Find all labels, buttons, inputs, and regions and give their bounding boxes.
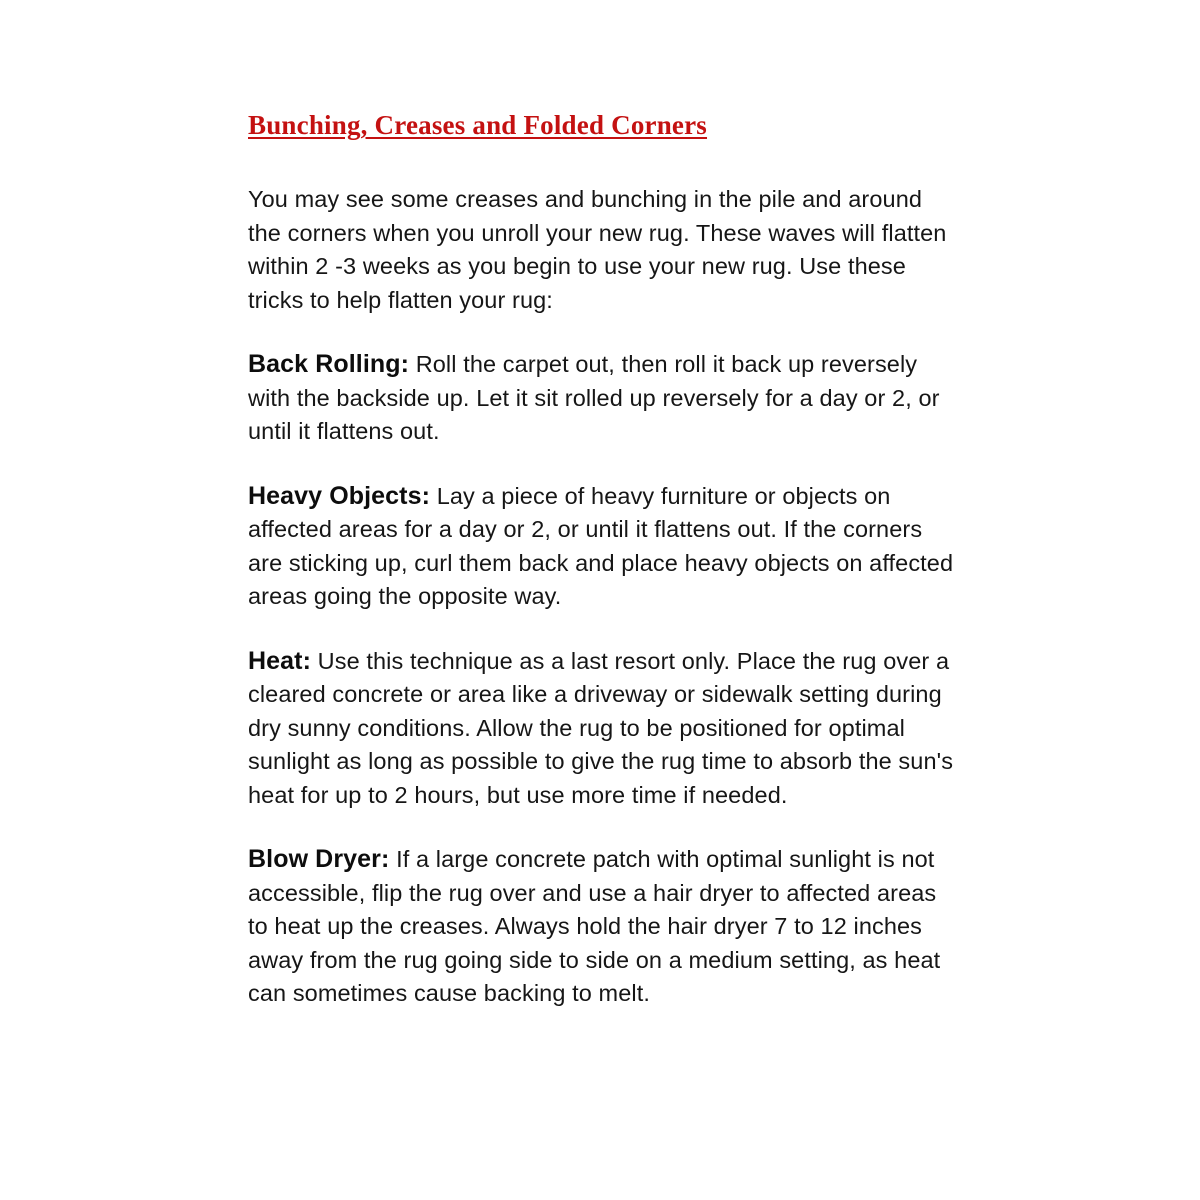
section-label-heat: Heat:: [248, 646, 312, 675]
intro-paragraph: You may see some creases and bunching in the pile and around the corners when you unroll your new rug. These waves will flatten within 2 -3 weeks as you begin to use your new rug. Use these tricks to help flatten your rug:: [248, 186, 947, 313]
section-blow-dryer: [248, 843, 960, 1011]
section-label-back-rolling: Back Rolling:: [248, 350, 410, 378]
document-content: [248, 110, 960, 1011]
section-text-back-rolling: Roll the carpet out, then roll it back up reversely with the backside up. Let it sit rolled up reversely for a day or 2, or until it flattens out.: [248, 351, 940, 444]
section-heavy-objects: [248, 480, 960, 614]
section-text-heat: Use this technique as a last resort only. Place the rug over a cleared concrete or area like a driveway or sidewalk setting during dry sunny conditions. Allow the rug to be positioned for optimal sunlight as long as possible to give the rug time to absorb the sun's heat for up to 2 hours, but use more time if needed.: [248, 647, 954, 808]
section-text-blow-dryer: If a large concrete patch with optimal sunlight is not accessible, flip the rug over and use a hair dryer to affected areas to heat up the creases. Always hold the hair dryer 7 to 12 inches away from the rug going side to side on a medium setting, as heat can sometimes cause backing to melt.: [248, 846, 941, 1006]
section-label-blow-dryer: Blow Dryer:: [248, 845, 390, 873]
section-heat: [248, 645, 960, 813]
document-heading: Bunching, Creases and Folded Corners: [248, 110, 708, 140]
section-label-heavy-objects: Heavy Objects:: [248, 481, 431, 510]
section-back-rolling: [248, 348, 960, 449]
section-text-heavy-objects: Lay a piece of heavy furniture or objects on affected areas for a day or 2, or until it flattens out. If the corners are sticking up, curl them back and place heavy objects on affected areas going the opposite way.: [248, 482, 954, 609]
